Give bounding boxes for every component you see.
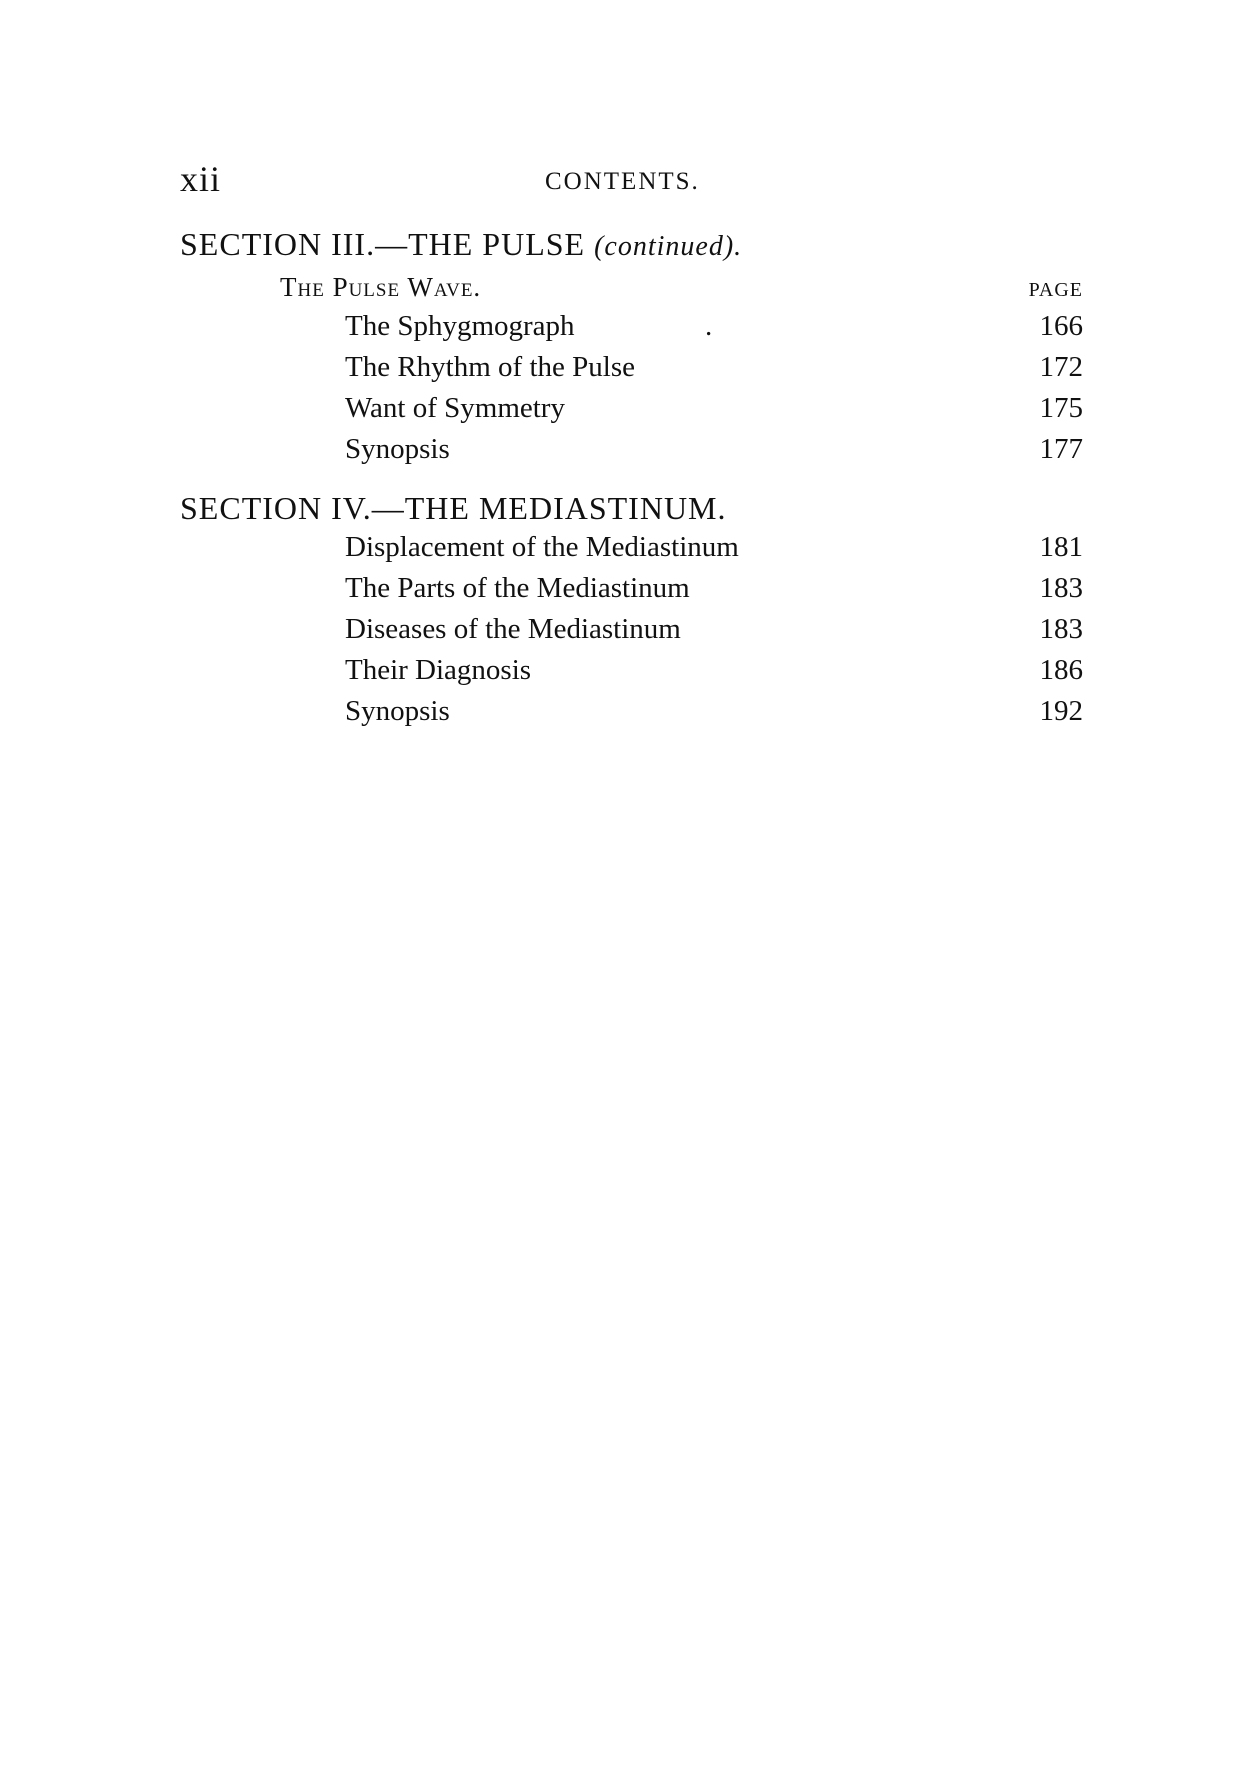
toc-entry-title: Want of Symmetry [345, 392, 565, 424]
toc-entry-page: 183 [1039, 572, 1083, 604]
toc-entry-title: Their Diagnosis [345, 654, 532, 686]
toc-entry[interactable] [345, 351, 1083, 391]
toc-entry-page: 181 [1039, 531, 1083, 563]
toc-entry[interactable] [345, 531, 1083, 571]
section-heading-text: SECTION IV.—THE MEDIASTINUM. [180, 490, 727, 526]
toc-entry-page: 186 [1039, 654, 1083, 686]
toc-entry-page: 183 [1039, 613, 1083, 645]
toc-entry-title: The Sphygmograph [345, 310, 575, 342]
running-title: CONTENTS. [545, 168, 700, 195]
toc-entry-title: Diseases of the Mediastinum [345, 613, 681, 645]
page-folio: xii [180, 159, 222, 199]
toc-entry-title: Synopsis [345, 433, 450, 465]
toc-entry[interactable] [345, 654, 1083, 694]
toc-entry-page: 175 [1039, 392, 1083, 424]
toc-entry-page: 192 [1039, 695, 1083, 727]
toc-entry-page: 172 [1039, 351, 1083, 383]
toc-entry-title: Synopsis [345, 695, 450, 727]
toc-entry[interactable] [345, 392, 1083, 432]
toc-entry[interactable] [345, 310, 1083, 350]
toc-entry[interactable] [345, 433, 1083, 473]
toc-entry[interactable] [345, 695, 1083, 735]
running-head [180, 158, 1080, 198]
section-heading-iii [180, 226, 742, 263]
toc-entry-page: 166 [1039, 310, 1083, 342]
page-column-label: PAGE [1028, 279, 1083, 301]
toc-entry[interactable] [345, 572, 1083, 612]
toc-leader-dot: . [705, 310, 713, 342]
toc-entry-title: The Parts of the Mediastinum [345, 572, 690, 604]
toc-entry[interactable] [345, 613, 1083, 653]
subheading-pulse-wave: The Pulse Wave. [280, 272, 482, 302]
toc-entry-title: Displacement of the Mediastinum [345, 531, 739, 563]
section-heading-iv [180, 490, 727, 527]
toc-entry-title: The Rhythm of the Pulse [345, 351, 635, 383]
section-heading-text: SECTION III.—THE PULSE [180, 226, 586, 262]
toc-entry-page: 177 [1039, 433, 1083, 465]
continued-note: (continued). [594, 231, 743, 262]
